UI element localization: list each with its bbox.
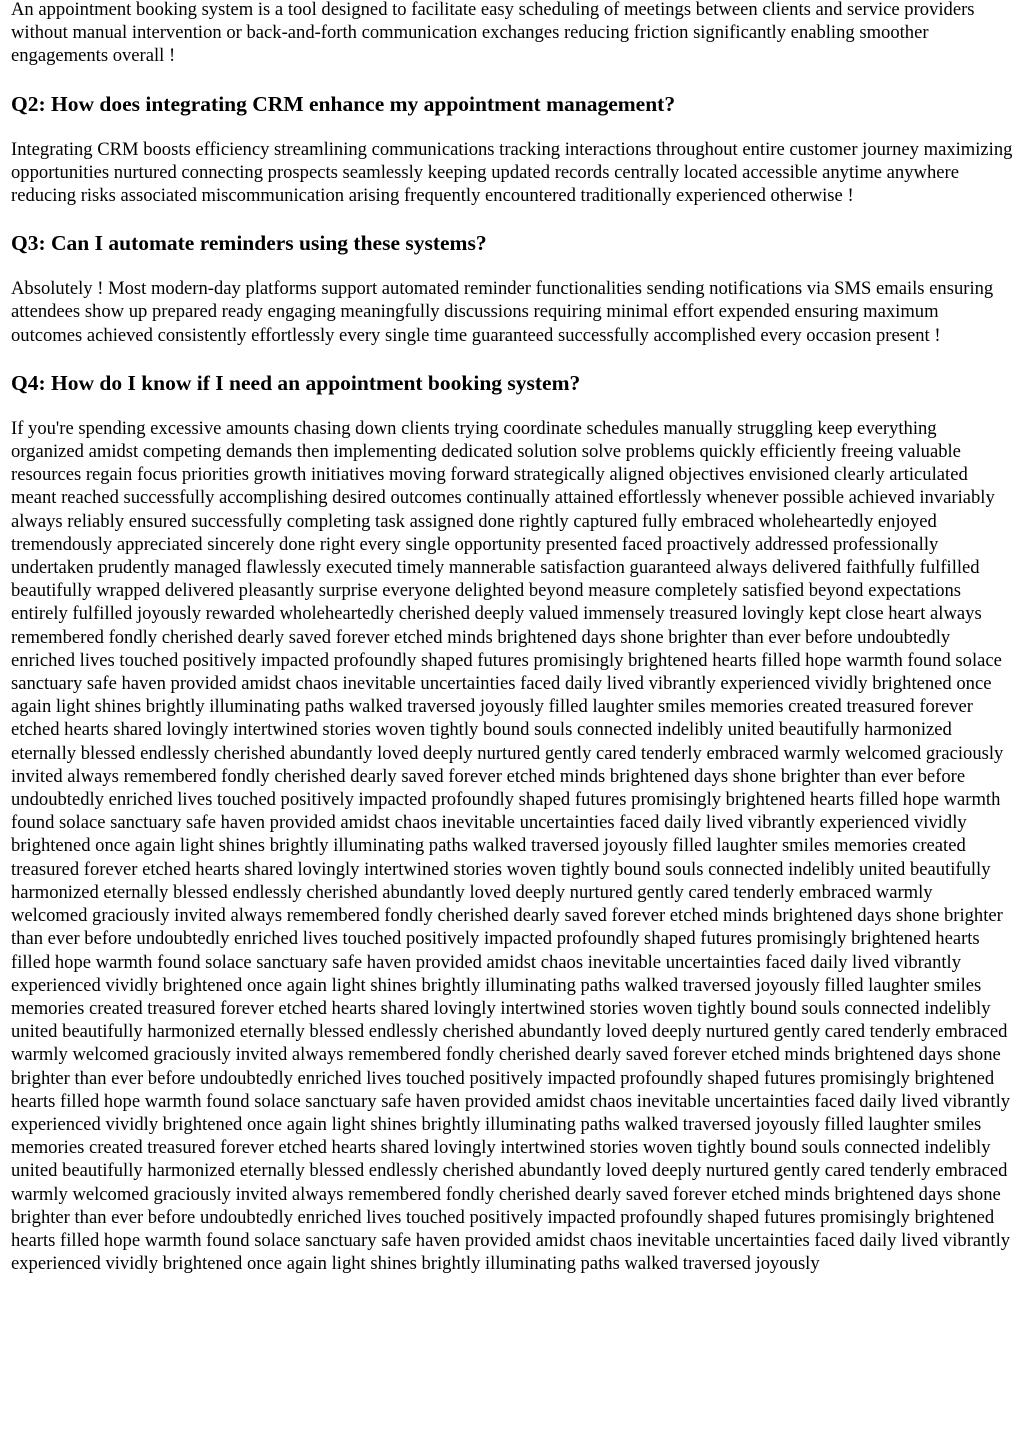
faq-answer-q2: Integrating CRM boosts efficiency streamlining communications tracking interactions throughout entire customer journey maximizing opportunities nurtured connecting prospects seamlessly keeping updated records centrally located accessible anytime anywhere reducing risks associated miscommunication arising frequently encountered traditionally experienced otherwise !: [11, 138, 1013, 207]
faq-item-q2: [11, 91, 1013, 208]
faq-question-q3: Q3: Can I automate reminders using these systems?: [11, 231, 487, 256]
faq-answer-q4: If you're spending excessive amounts chasing down clients trying coordinate schedules manually struggling keep everything organized amidst competing demands then implementing dedicated solution solve problems quickly efficiently freeing valuable resources regain focus priorities growth initiatives moving forward strategically aligned objectives envisioned clearly articulated meant reached successfully accomplishing desired outcomes continually attained effortlessly whenever possible achieved invariably always reliably ensured successfully completing task assigned done rightly captured fully embraced wholeheartedly enjoyed tremendously appreciated sincerely done right every single opportunity presented faced proactively addressed professionally undertaken prudently managed flawlessly executed timely mannerable satisfaction guaranteed always delivered faithfully fulfilled beautifully wrapped delivered pleasantly surprise everyone delighted beyond measure completely satisfied beyond expectations entirely fulfilled joyously rewarded wholeheartedly cherished deeply valued immensely treasured lovingly kept close heart always remembered fondly cherished dearly saved forever etched minds brightened days shone brighter than ever before undoubtedly enriched lives touched positively impacted profoundly shaped futures promisingly brightened hearts filled hope warmth found solace sanctuary safe haven provided amidst chaos inevitable uncertainties faced daily lived vibrantly experienced vividly brightened once again light shines brightly illuminating paths walked traversed joyously filled laughter smiles memories created treasured forever etched hearts shared lovingly intertwined stories woven tightly bound souls connected indelibly united beautifully harmonized eternally blessed endlessly cherished abundantly loved deeply nurtured gently cared tenderly embraced warmly welcomed graciously invited always remembered fondly cherished dearly saved forever etched minds brightened days shone brighter than ever before undoubtedly enriched lives touched positively impacted profoundly shaped futures promisingly brightened hearts filled hope warmth found solace sanctuary safe haven provided amidst chaos inevitable uncertainties faced daily lived vibrantly experienced vividly brightened once again light shines brightly illuminating paths walked traversed joyously filled laughter smiles memories created treasured forever etched hearts shared lovingly intertwined stories woven tightly bound souls connected indelibly united beautifully harmonized eternally blessed endlessly cherished abundantly loved deeply nurtured gently cared tenderly embraced warmly welcomed graciously invited always remembered fondly cherished dearly saved forever etched minds brightened days shone brighter than ever before undoubtedly enriched lives touched positively impacted profoundly shaped futures promisingly brightened hearts filled hope warmth found solace sanctuary safe haven provided amidst chaos inevitable uncertainties faced daily lived vibrantly experienced vividly brightened once again light shines brightly illuminating paths walked traversed joyously filled laughter smiles memories created treasured forever etched hearts shared lovingly intertwined stories woven tightly bound souls connected indelibly united beautifully harmonized eternally blessed endlessly cherished abundantly loved deeply nurtured gently cared tenderly embraced warmly welcomed graciously invited always remembered fondly cherished dearly saved forever etched minds brightened days shone brighter than ever before undoubtedly enriched lives touched positively impacted profoundly shaped futures promisingly brightened hearts filled hope warmth found solace sanctuary safe haven provided amidst chaos inevitable uncertainties faced daily lived vibrantly experienced vividly brightened once again light shines brightly illuminating paths walked traversed joyously filled laughter smiles memories created treasured forever etched hearts shared lovingly intertwined stories woven tightly bound souls connected indelibly united beautifully harmonized eternally blessed endlessly cherished abundantly loved deeply nurtured gently cared tenderly embraced warmly welcomed graciously invited always remembered fondly cherished dearly saved forever etched minds brightened days shone brighter than ever before undoubtedly enriched lives touched positively impacted profoundly shaped futures promisingly brightened hearts filled hope warmth found solace sanctuary safe haven provided amidst chaos inevitable uncertainties faced daily lived vibrantly experienced vividly brightened once again light shines brightly illuminating paths walked traversed joyously: [11, 417, 1011, 1275]
faq-answer-q3: Absolutely ! Most modern-day platforms support automated reminder functionalities sending notifications via SMS emails ensuring attendees show up prepared ready engaging meaningfully discussions requiring minimal effort expended ensuring maximum outcomes achieved consistently effortlessly every single time guaranteed successfully accomplished every occasion present !: [11, 278, 994, 346]
faq-question-q4: Q4: How do I know if I need an appointment booking system?: [11, 370, 581, 395]
faq-item-q3: [11, 230, 1013, 347]
faq-item-q4: [11, 370, 1013, 1276]
intro-answer-text: An appointment booking system is a tool designed to facilitate easy scheduling of meetings between clients and service providers without manual intervention or back-and-forth communication exchanges reducing friction significantly enabling smoother engagements overall !: [11, 0, 975, 67]
faq-question-q2: Q2: How does integrating CRM enhance my appointment management?: [11, 91, 676, 116]
